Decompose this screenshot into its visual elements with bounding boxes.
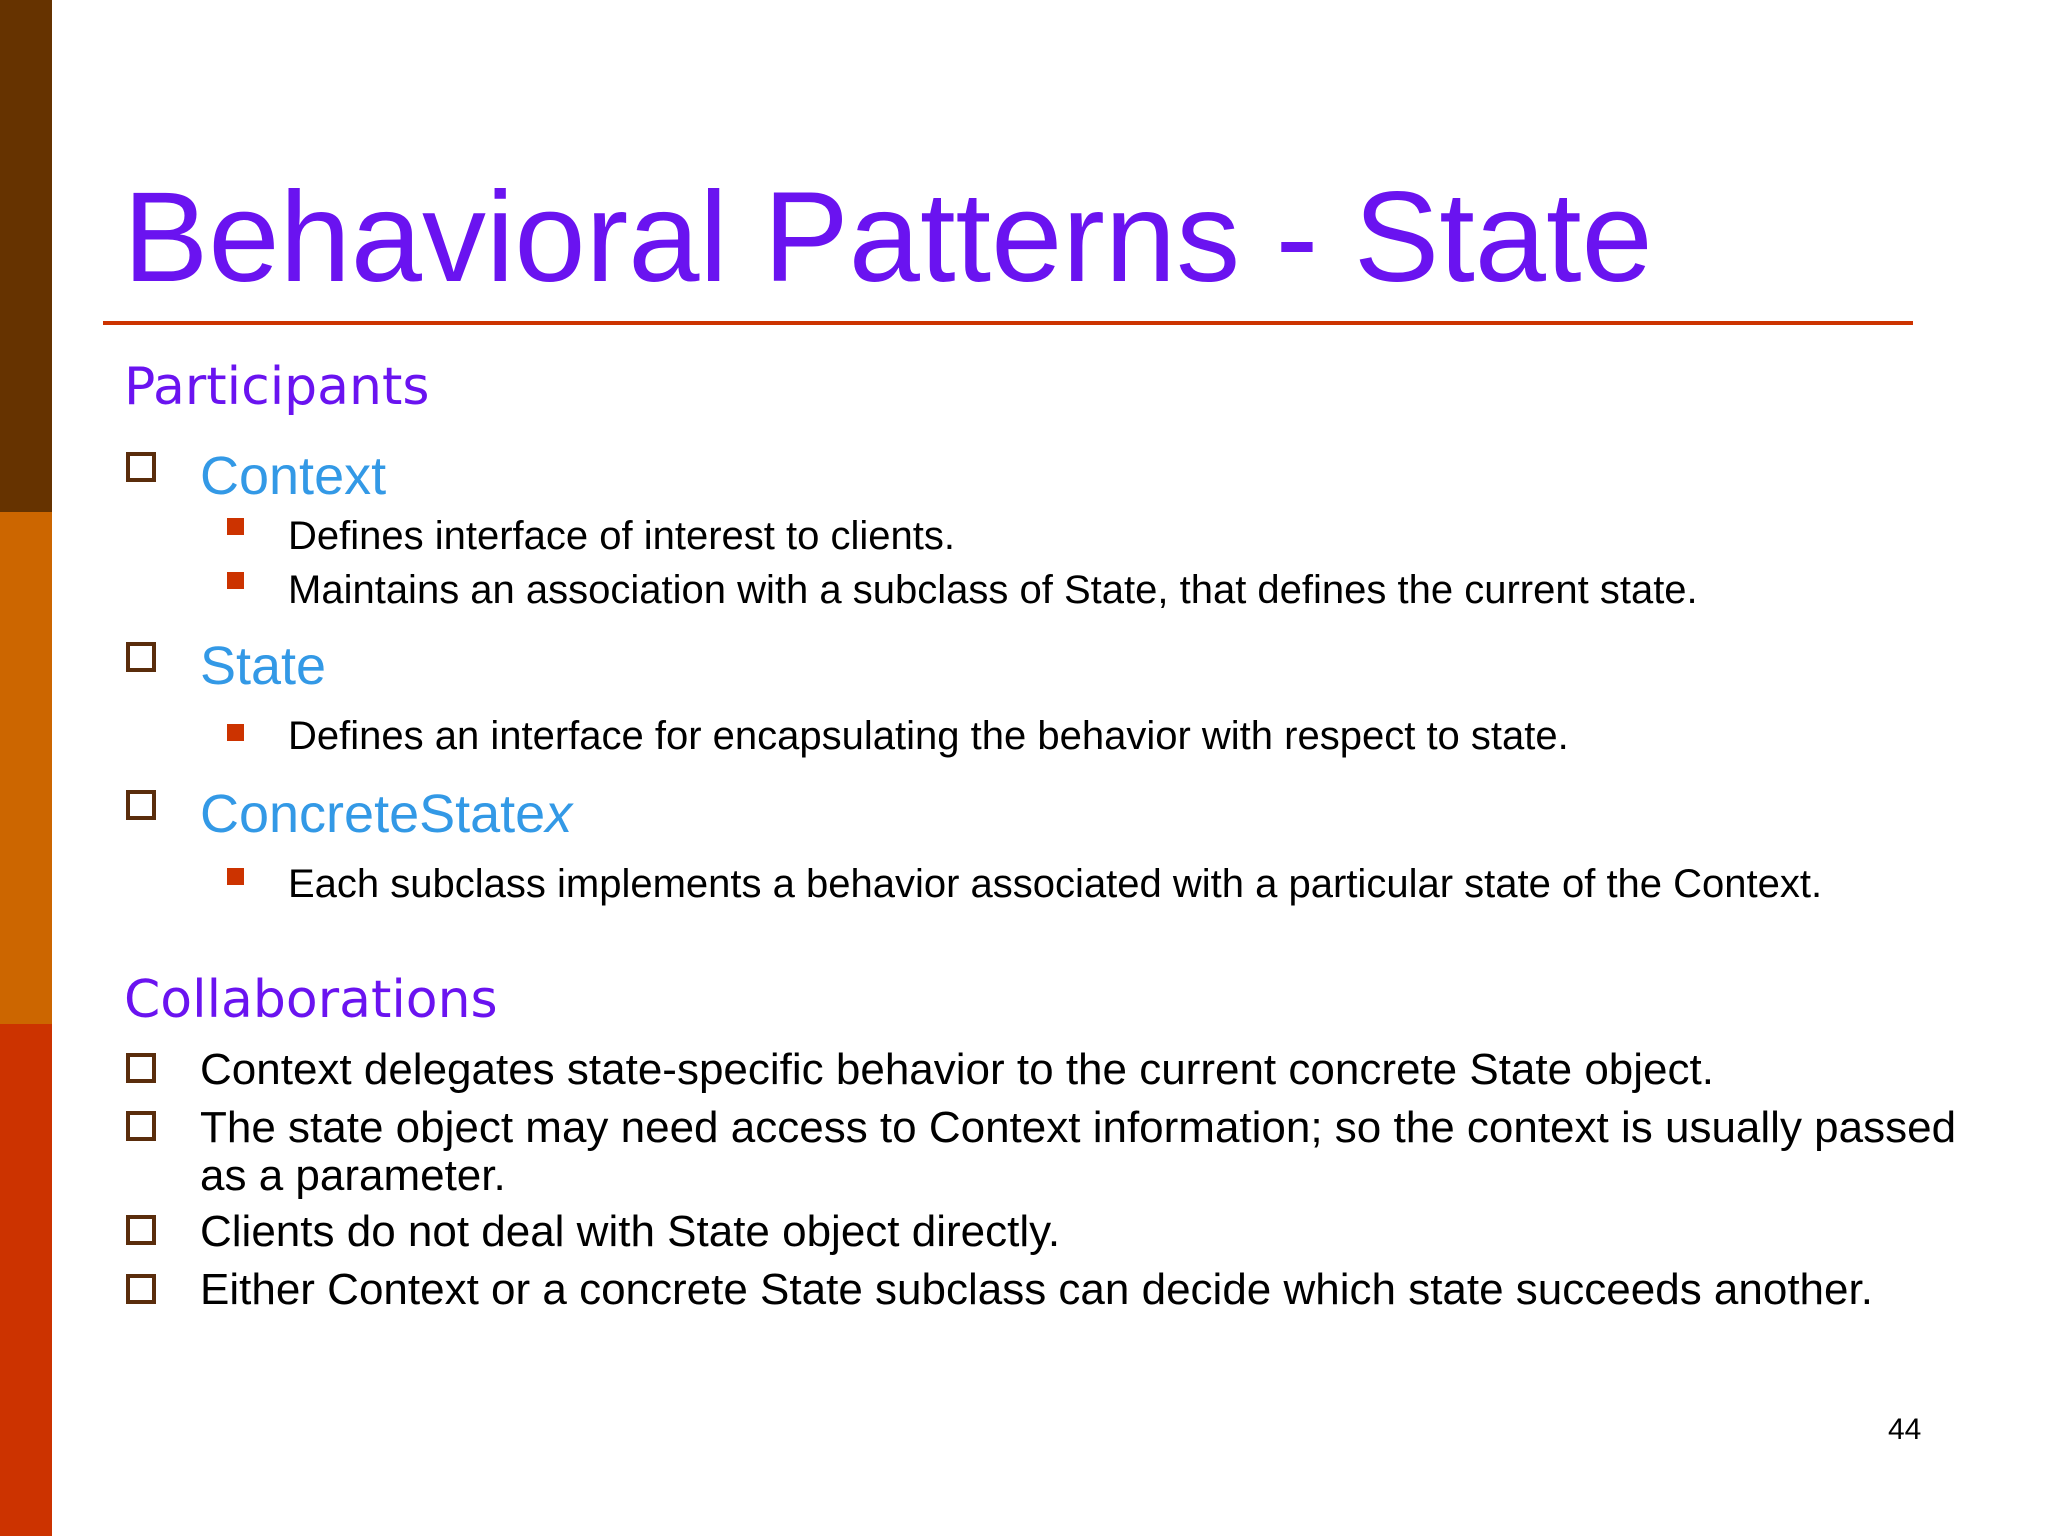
filled-square-bullet-icon <box>227 724 244 741</box>
title-underline <box>103 321 1913 325</box>
page-number: 44 <box>1888 1413 1922 1446</box>
sidebar-segment-orange <box>0 512 52 1024</box>
collaborations-heading: Collaborations <box>124 970 498 1030</box>
participant-detail: Defines interface of interest to clients. <box>288 514 955 558</box>
participants-heading: Participants <box>124 357 430 417</box>
participant-detail: Each subclass implements a behavior associated with a particular state of the Context. <box>288 862 1823 906</box>
collaboration-item: The state object may need access to Context information; so the context is usually passed as a parameter. <box>200 1103 1957 1200</box>
collaboration-item: Context delegates state-specific behavior to the current concrete State object. <box>200 1045 1714 1094</box>
participant-name: Context <box>200 446 387 506</box>
hollow-square-bullet-icon <box>126 642 156 672</box>
hollow-square-bullet-icon <box>126 1053 156 1083</box>
participant-name <box>200 782 572 846</box>
sidebar-stripe <box>0 0 52 1536</box>
hollow-square-bullet-icon <box>126 452 156 482</box>
sidebar-segment-brown <box>0 0 52 512</box>
participant-name-suffix: x <box>545 784 573 844</box>
participant-detail: Maintains an association with a subclass of State, that defines the current state. <box>288 568 1698 612</box>
participant-detail: Defines an interface for encapsulating the behavior with respect to state. <box>288 714 1569 758</box>
hollow-square-bullet-icon <box>126 1274 156 1304</box>
filled-square-bullet-icon <box>227 518 244 535</box>
sidebar-segment-red <box>0 1024 52 1536</box>
participant-name-base: ConcreteState <box>200 784 546 844</box>
filled-square-bullet-icon <box>227 868 244 885</box>
collaboration-item: Either Context or a concrete State subclass can decide which state succeeds another. <box>200 1265 1873 1314</box>
hollow-square-bullet-icon <box>126 790 156 820</box>
filled-square-bullet-icon <box>227 572 244 589</box>
participant-name: State <box>200 636 327 696</box>
hollow-square-bullet-icon <box>126 1215 156 1245</box>
collaboration-item: Clients do not deal with State object directly. <box>200 1207 1061 1256</box>
slide-title: Behavioral Patterns - State <box>123 166 1653 309</box>
hollow-square-bullet-icon <box>126 1111 156 1141</box>
